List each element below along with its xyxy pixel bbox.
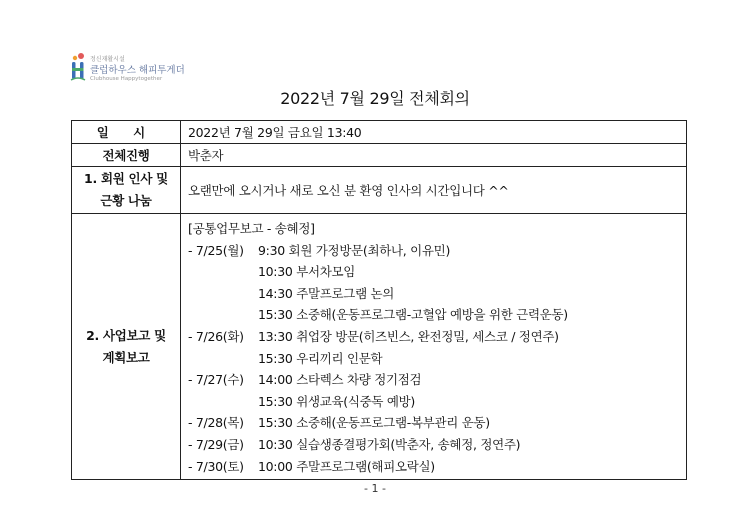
- date-value: 2022년 7월 29일 금요일 13:40: [181, 121, 687, 144]
- report-content: [181, 214, 687, 480]
- host-value: 박춘자: [181, 144, 687, 167]
- report-header: [공통업무보고 - 송혜정]: [188, 221, 315, 236]
- list-item: - 7/26(화) 13:30 취업장 방문(히즈빈스, 완전정밀, 세스코 / 정연주): [188, 328, 559, 344]
- meeting-table: [71, 120, 687, 480]
- report-label-line2: 계획보고: [102, 349, 150, 365]
- report-label: [72, 214, 181, 480]
- table-row-host: [72, 144, 687, 167]
- list-item: 15:30 우리끼리 인문학: [258, 350, 383, 366]
- list-item: 10:30 부서차모임: [258, 264, 356, 280]
- list-item: - 7/25(월) 9:30 회원 가정방문(최하나, 이유민): [188, 242, 451, 258]
- report-label-line1: 2. 사업보고 및: [86, 327, 166, 343]
- table-row-report: [72, 214, 687, 480]
- greeting-label-line1: 1. 회원 인사 및: [84, 171, 168, 186]
- list-item: 14:30 주말프로그램 논의: [258, 285, 395, 301]
- page-number: - 1 -: [364, 482, 386, 495]
- greeting-label-line2: 근황 나눔: [100, 193, 152, 208]
- date-label: 일 시: [72, 121, 181, 144]
- host-label: 전체진행: [72, 144, 181, 167]
- logo-english-text: Clubhouse Happytogether: [90, 76, 163, 82]
- greeting-label: [72, 167, 181, 214]
- list-item: - 7/28(목) 15:30 소중해(운동프로그램-복부관리 운동): [188, 415, 490, 431]
- clubhouse-h-logo-icon: [70, 52, 86, 82]
- logo-org-text: 정신재활시설: [90, 56, 125, 63]
- list-item: 15:30 위생교육(식중독 예방): [258, 393, 415, 409]
- list-item: - 7/29(금) 10:30 실습생종결평가회(박춘자, 송혜정, 정연주): [188, 436, 521, 452]
- document-title: 2022년 7월 29일 전체회의: [280, 89, 470, 108]
- greeting-value: 오랜만에 오시거나 새로 오신 분 환영 인사의 시간입니다 ^^: [181, 167, 687, 214]
- table-row-greeting: [72, 167, 687, 214]
- list-item: - 7/27(수) 14:00 스타렉스 차량 정기점검: [188, 372, 422, 388]
- list-item: 15:30 소중해(운동프로그램-고혈압 예방을 위한 근력운동): [258, 307, 568, 323]
- clubhouse-logo: [70, 52, 210, 86]
- table-row-date: [72, 121, 687, 144]
- logo-name-text: 클럽하우스 해피투게더: [90, 65, 185, 76]
- list-item: - 7/30(토) 10:00 주말프로그램(해피오락실): [188, 458, 435, 474]
